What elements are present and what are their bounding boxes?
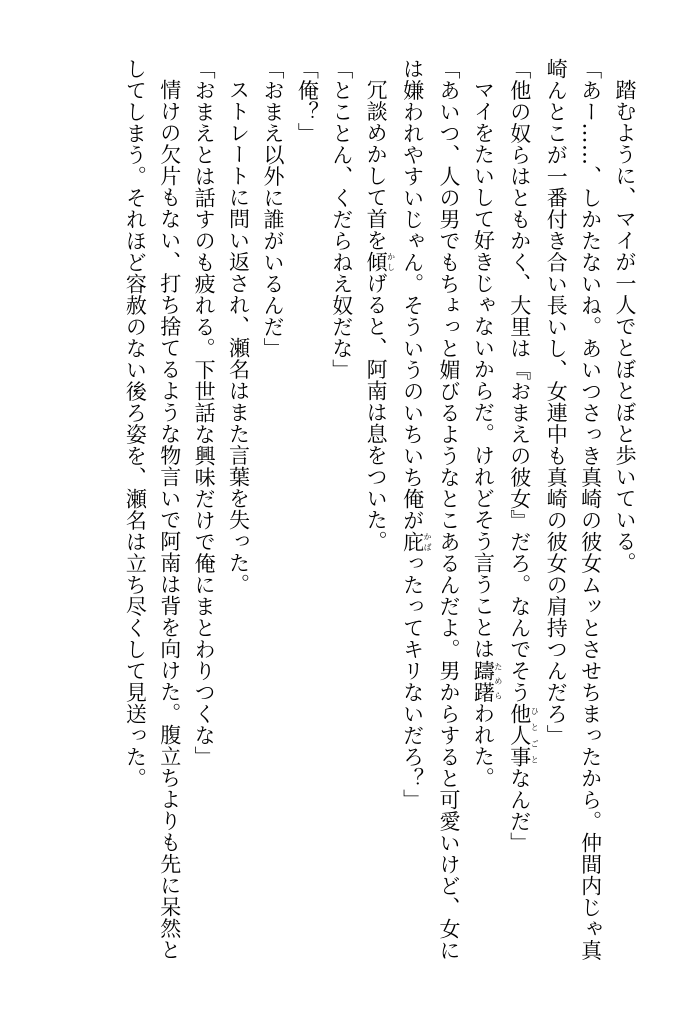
novel-body-text [118, 58, 642, 961]
text-line: 「あー……、しかたないね。あいつさっき真崎の彼女ムッとさせちまったから。仲間内じゃ真 [578, 58, 603, 961]
text-line: は嫌われやすいじゃん。そういうのいちいち俺が庇かばったってキリないだろ？」 [400, 58, 433, 811]
text-line: 「おまえ以外に誰がいるんだ」 [260, 58, 285, 359]
text-line: ストレートに問い返され、瀬名はまた言葉を失った。 [226, 79, 251, 595]
ruby-annotation: 躊躇ためら [471, 659, 503, 703]
ruby-annotation: 他人事ひとごと [507, 703, 540, 768]
text-line: 「他の奴らはともかく、大里は『おまえの彼女』だろ。なんでそう他人事ひとごとなんだ」 [507, 58, 540, 854]
text-line: マイをたいして好きじゃないからだ。けれどそう言うことは躊躇ためらわれた。 [471, 79, 503, 789]
text-line: 「おまえとは話すのも疲れる。下世話な興味だけで俺にまとわりつくな」 [192, 58, 217, 768]
ruby-annotation: 庇かば [400, 531, 433, 553]
text-line: 冗談めかして首を傾かしげると、阿南は息をついた。 [364, 79, 396, 552]
text-line: 情けの欠片もない、打ち捨てるような物言いで阿南は背を向けた。腹立ちよりも先に呆然と [157, 79, 182, 961]
text-line: 「あいつ、人の男でもちょっと媚びるようなとこあるんだよ。男からすると可愛いけど、女に [436, 58, 461, 961]
text-line: 踏むように、マイが一人でとぼとぼと歩いている。 [613, 79, 637, 574]
text-line: 崎んとこが一番付き合い長いし、女連中も真崎の彼女の肩持つんだろ」 [544, 58, 569, 746]
text-line: してしまう。それほど容赦のない後ろ姿を、瀬名は立ち尽くして見送った。 [123, 58, 148, 789]
text-line: 「俺？」 [295, 58, 320, 144]
text-line: 「とことん、くだらねえ奴だな」 [329, 58, 354, 381]
ruby-annotation: 傾かし [364, 251, 396, 273]
